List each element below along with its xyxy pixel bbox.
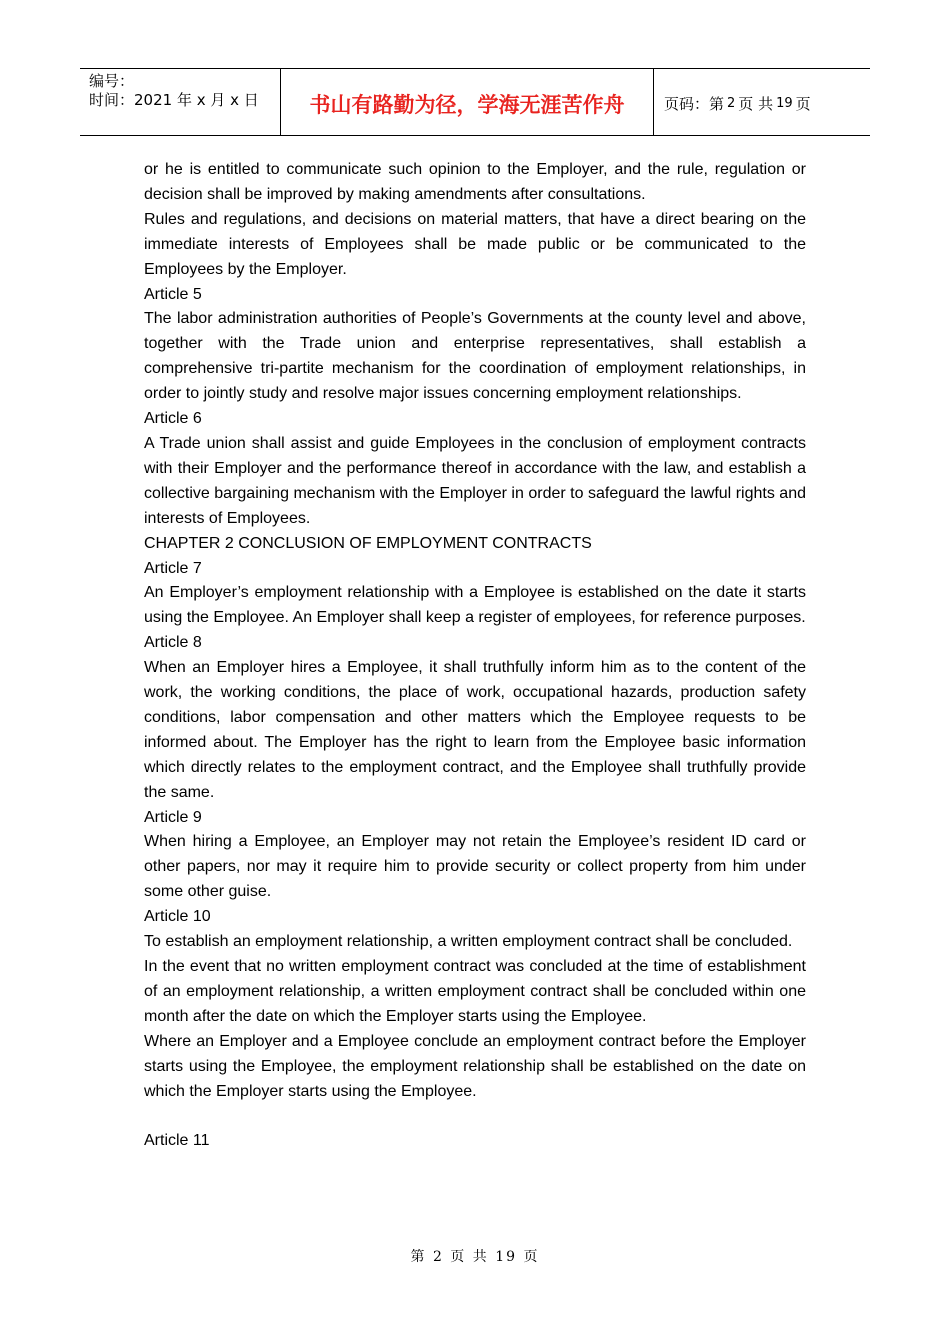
page-current: 2 (727, 95, 736, 111)
article-heading: Article 10 (144, 908, 211, 926)
chapter-heading: CHAPTER 2 CONCLUSION OF EMPLOYMENT CONTRACTS (144, 534, 592, 552)
article-heading: Article 9 (144, 808, 202, 826)
paragraph: To establish an employment relationship, a written employment contract shall be concluded. (144, 933, 793, 951)
document-body (144, 158, 806, 1154)
paragraph: Rules and regulations, and decisions on material matters, that have a direct bearing on the immediate interests of Employees shall be made public or be communicated to the Employees by the Employer. (144, 210, 806, 278)
header-meta (80, 69, 281, 135)
paragraph: The labor administration authorities of People’s Governments at the county level and above, together with the Trade union and enterprise representatives, shall establish a comprehensive tri-partite mechanism for the coordination of employment relationships, in order to jointly study and resolve major issues concerning employment relationships. (144, 310, 806, 403)
header-motto: 书山有路勤为径，学海无涯苦作舟 (281, 69, 654, 135)
document-number-label: 编号： (89, 72, 135, 90)
header-page-indicator (654, 69, 870, 135)
article-heading: Article 8 (144, 634, 202, 652)
article-heading: Article 11 (144, 1132, 210, 1150)
paragraph: or he is entitled to communicate such opinion to the Employer, and the rule, regulation or decision shall be improved by making amendments after consultations. (144, 161, 806, 203)
page-footer: 第 2 页 共 19 页 (410, 1249, 540, 1265)
page-header (80, 68, 870, 136)
blank-line (144, 1104, 806, 1129)
paragraph: An Employer’s employment relationship with a Employee is established on the date it starts using the Employee. An Employer shall keep a register of employees, for reference purposes. (144, 584, 806, 627)
paragraph: In the event that no written employment contract was concluded at the time of establishment of an employment relationship, a written employment contract shall be concluded within one month after the date on which the Employer starts using the Employee. (144, 958, 806, 1025)
paragraph: Where an Employer and a Employee conclude an employment contract before the Employer starts using the Employee, the employment relationship shall be established on the date on which the Employer starts using the Employee. (144, 1032, 806, 1100)
page-prefix: 页码：第 (664, 94, 725, 113)
page-suffix: 页 (795, 94, 811, 113)
paragraph: A Trade union shall assist and guide Employees in the conclusion of employment contracts with their Employer and the performance thereof in accordance with the law, and establish a collective bargaining mechanism with the Employer in order to safeguard the lawful rights and interests of Employees. (144, 434, 806, 527)
paragraph: When hiring a Employee, an Employer may not retain the Employee’s resident ID card or other papers, nor may it require him to provide security or collect property from him under some other guise. (144, 833, 806, 901)
article-heading: Article 7 (144, 559, 202, 577)
document-time-label: 时间：2021 年 x 月 x 日 (89, 91, 259, 109)
article-heading: Article 5 (144, 285, 202, 303)
page-total: 19 (776, 95, 793, 111)
article-heading: Article 6 (144, 410, 202, 428)
page-mid: 页 共 (738, 94, 774, 113)
paragraph: When an Employer hires a Employee, it shall truthfully inform him as to the content of the work, the working conditions, the place of work, occupational hazards, production safety conditions, labor compensation and other matters which the Employee requests to be informed about. The Employer has the right to learn from the Employee basic information which directly relates to the employment contract, and the Employee shall truthfully provide the same. (144, 659, 806, 801)
